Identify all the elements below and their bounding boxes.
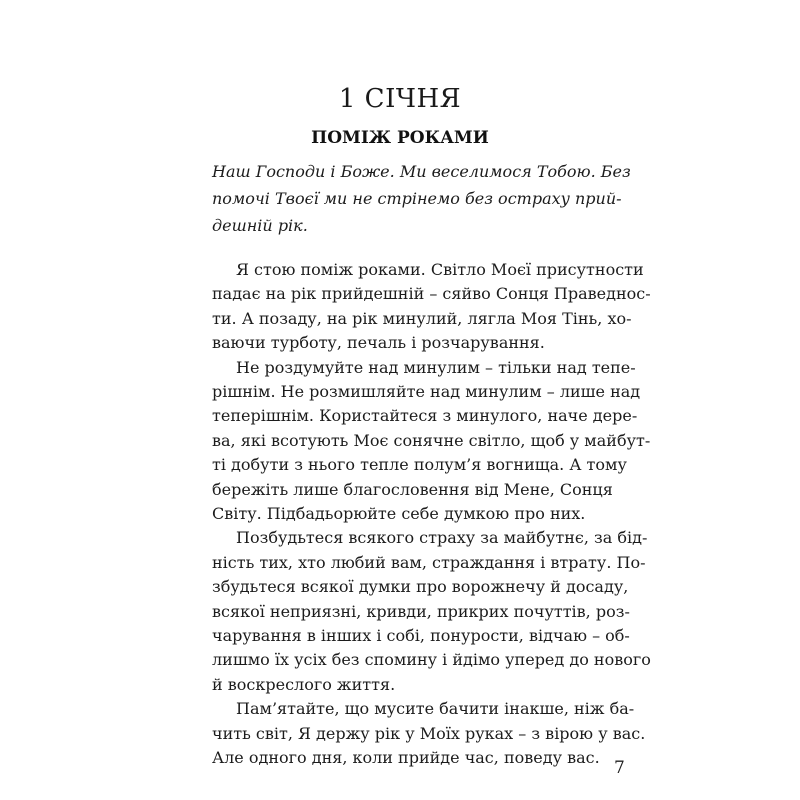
page-number: 7 [614, 758, 625, 778]
body-line: падає на рік прийдешній – сяйво Сонця Праведнос- [212, 284, 651, 303]
body-line: чарування в інших і собі, понурости, відчаю – об- [212, 626, 630, 645]
body-line: ваючи турботу, печаль і розчарування. [212, 333, 545, 352]
body-line: рішнім. Не розмишляйте над минулим – лише над [212, 382, 641, 401]
body-line: й воскреслого життя. [212, 675, 396, 694]
body-line: Не роздумуйте над минулим – тільки над тепе- [236, 358, 636, 377]
body-line: всякої неприязні, кривди, прикрих почуттів, роз- [212, 602, 630, 621]
body-line: теперішнім. Користайтеся з минулого, наче дере- [212, 406, 638, 425]
body-line: Я стою поміж роками. Світло Моєї присутности [236, 260, 644, 279]
body-line: лишмо їх усіх без спомину і йдімо уперед до нового [212, 650, 651, 669]
body-line: ва, які всотують Моє сонячне світло, щоб у майбут- [212, 431, 651, 450]
body-line: чить світ, Я держу рік у Моїх руках – з вірою у вас. [212, 724, 646, 743]
date-heading: 1 СІЧНЯ [338, 84, 462, 114]
body-line: ті добути з нього тепле полум’я вогнища. А тому [212, 455, 627, 474]
body-line: Позбудьтеся всякого страху за майбутнє, за бід- [236, 528, 648, 547]
prayer-line: помочі Твоєї ми не стрінемо без остраху прий- [212, 189, 622, 208]
prayer-line: дешній рік. [212, 216, 308, 235]
body-line: ність тих, хто любий вам, страждання і втрату. По- [212, 553, 646, 572]
body-line: Світу. Підбадьорюйте себе думкою про них. [212, 504, 586, 523]
body-line: бережіть лише благословення від Мене, Сонця [212, 480, 613, 499]
body-line: збудьтеся всякої думки про ворожнечу й досаду, [212, 577, 629, 596]
body-line: Але одного дня, коли прийде час, поведу вас. [212, 748, 600, 767]
prayer-line: Наш Господи і Боже. Ми веселимося Тобою. Без [212, 162, 631, 181]
body-line: ти. А позаду, на рік минулий, лягла Моя Тінь, хо- [212, 309, 632, 328]
body-line: Пам’ятайте, що мусите бачити інакше, ніж ба- [236, 699, 635, 718]
chapter-title: ПОМІЖ РОКАМИ [311, 128, 489, 148]
